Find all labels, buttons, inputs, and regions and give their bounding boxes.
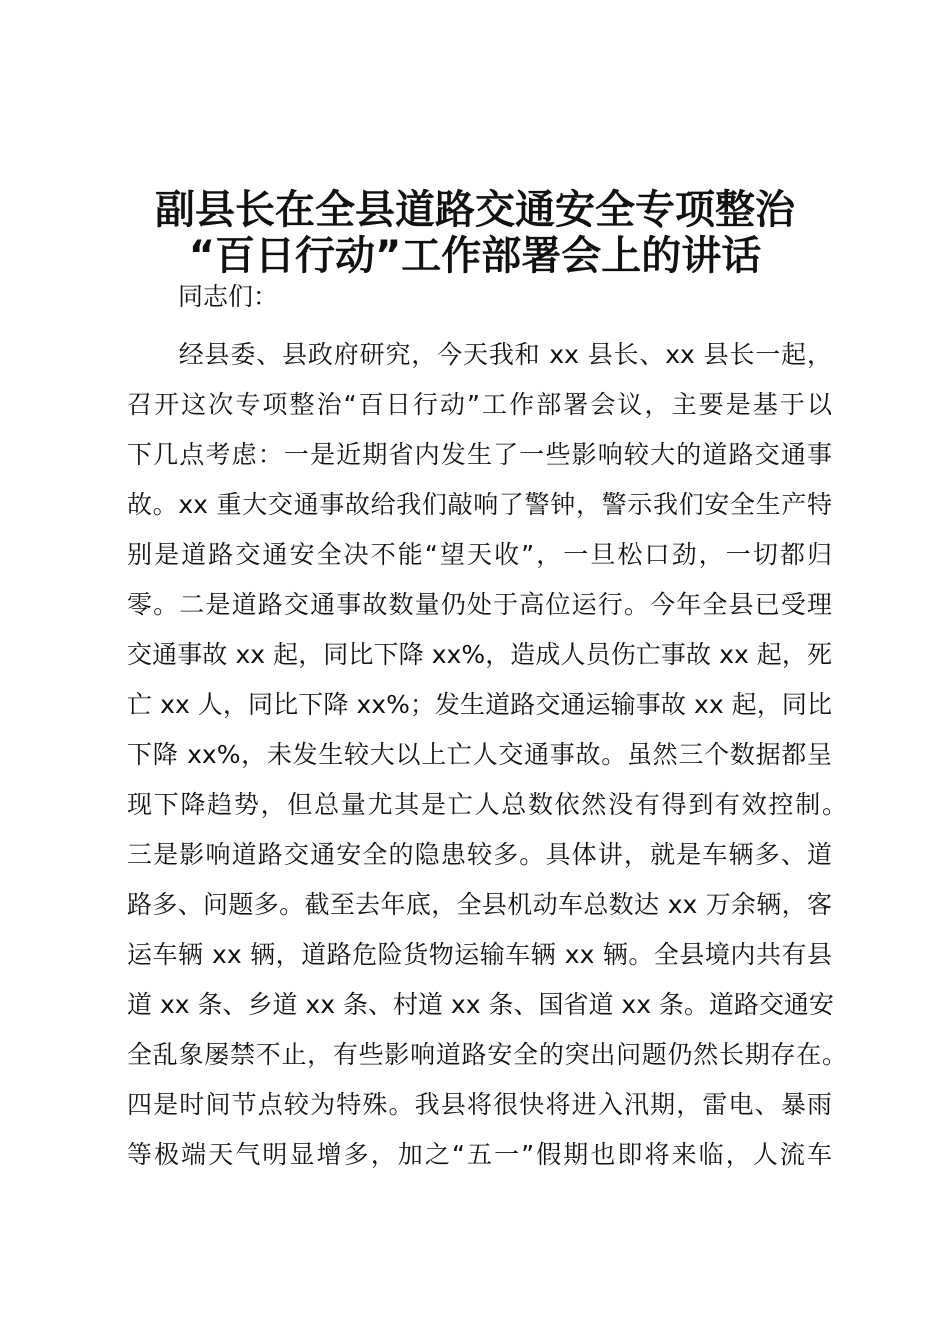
greeting: 同志们： xyxy=(178,282,279,311)
body-text-line: 下几点考虑：一是近期省内发生了一些影响较大的道路交通事 xyxy=(127,440,832,469)
body-text-line: 亡 xx 人，同比下降 xx%；发生道路交通运输事故 xx 起，同比 xyxy=(127,690,832,719)
body-text-line: 三是影响道路交通安全的隐患较多。具体讲，就是车辆多、道 xyxy=(127,840,832,869)
body-text-line: 等极端天气明显增多，加之“五一”假期也即将来临，人流车 xyxy=(127,1140,832,1169)
body-text-line: 全乱象屡禁不止，有些影响道路安全的突出问题仍然长期存在。 xyxy=(127,1040,847,1069)
body-text-line: 召开这次专项整治“百日行动”工作部署会议，主要是基于以 xyxy=(127,390,832,419)
body-text-line: 现下降趋势，但总量尤其是亡人总数依然没有得到有效控制。 xyxy=(127,790,847,819)
body-text-line: 别是道路交通安全决不能“望天收”，一旦松口劲，一切都归 xyxy=(127,540,832,569)
body-text-line: 路多、问题多。截至去年底，全县机动车总数达 xx 万余辆，客 xyxy=(127,890,832,919)
document-title-line-2: “百日行动”工作部署会上的讲话 xyxy=(188,233,762,279)
body-text-line: 下降 xx%，未发生较大以上亡人交通事故。虽然三个数据都呈 xyxy=(127,740,832,769)
body-text-line: 零。二是道路交通事故数量仍处于高位运行。今年全县已受理 xyxy=(127,590,832,619)
body-text-line: 故。xx 重大交通事故给我们敲响了警钟，警示我们安全生产特 xyxy=(127,490,832,519)
body-text-line: 道 xx 条、乡道 xx 条、村道 xx 条、国省道 xx 条。道路交通安 xyxy=(127,990,834,1019)
document-title-line-1: 副县长在全县道路交通安全专项整治 xyxy=(155,187,795,233)
body-text-line: 经县委、县政府研究，今天我和 xx 县长、xx 县长一起， xyxy=(127,340,832,369)
body-text-line: 交通事故 xx 起，同比下降 xx%，造成人员伤亡事故 xx 起，死 xyxy=(127,640,832,669)
body-text-line: 运车辆 xx 辆，道路危险货物运输车辆 xx 辆。全县境内共有县 xyxy=(127,940,832,969)
body-text-line: 四是时间节点较为特殊。我县将很快将进入汛期，雷电、暴雨 xyxy=(127,1090,832,1119)
